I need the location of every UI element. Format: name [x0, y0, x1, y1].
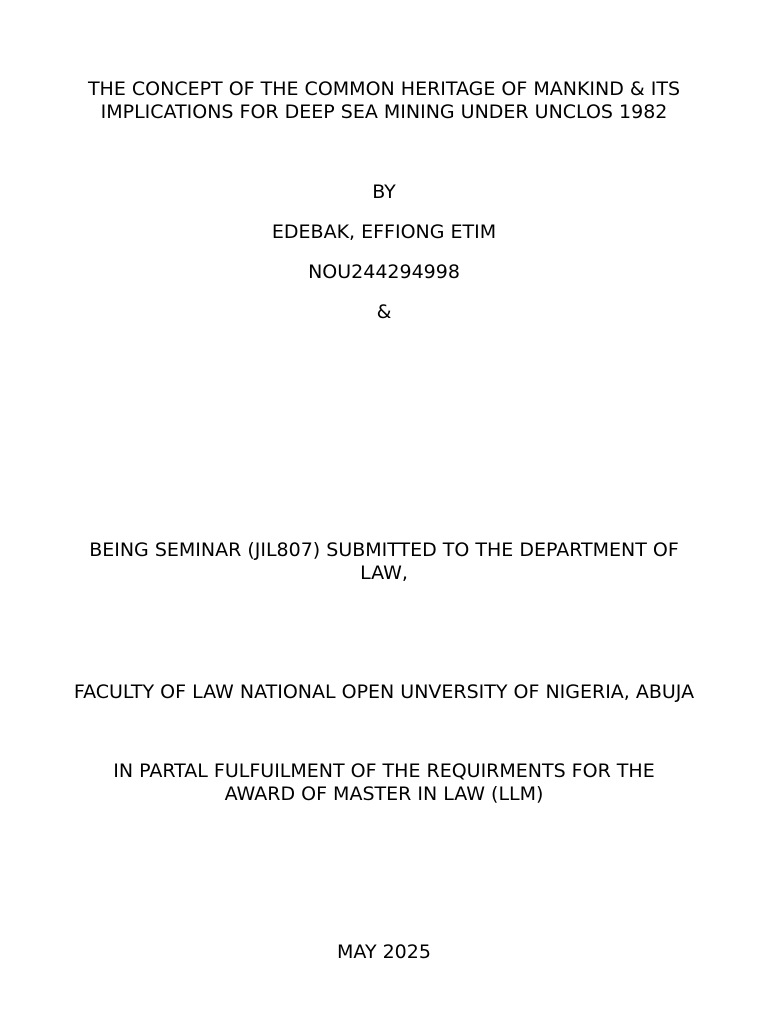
fulfilment-line-2: AWARD OF MASTER IN LAW (LLM) [224, 783, 544, 805]
faculty-statement: FACULTY OF LAW NATIONAL OPEN UNVERSITY OF NIGERIA, ABUJA [73, 681, 695, 703]
by-label: BY [372, 181, 396, 203]
matric-number: NOU244294998 [308, 261, 460, 283]
title-line-2: IMPLICATIONS FOR DEEP SEA MINING UNDER UNCLOS 1982 [100, 101, 668, 123]
fulfilment-statement [40, 760, 728, 806]
title-line-1: THE CONCEPT OF THE COMMON HERITAGE OF MANKIND & ITS [87, 78, 681, 100]
author-name: EDEBAK, EFFIONG ETIM [271, 221, 497, 243]
submission-statement [40, 539, 728, 585]
fulfilment-line-1: IN PARTAL FULFUILMENT OF THE REQUIRMENTS FOR THE [113, 760, 655, 782]
submission-line-2: LAW, [360, 562, 408, 584]
document-title [40, 78, 728, 124]
submission-line-1: BEING SEMINAR (JIL807) SUBMITTED TO THE DEPARTMENT OF [89, 539, 679, 561]
submission-date: MAY 2025 [337, 941, 431, 963]
ampersand: & [376, 301, 392, 323]
